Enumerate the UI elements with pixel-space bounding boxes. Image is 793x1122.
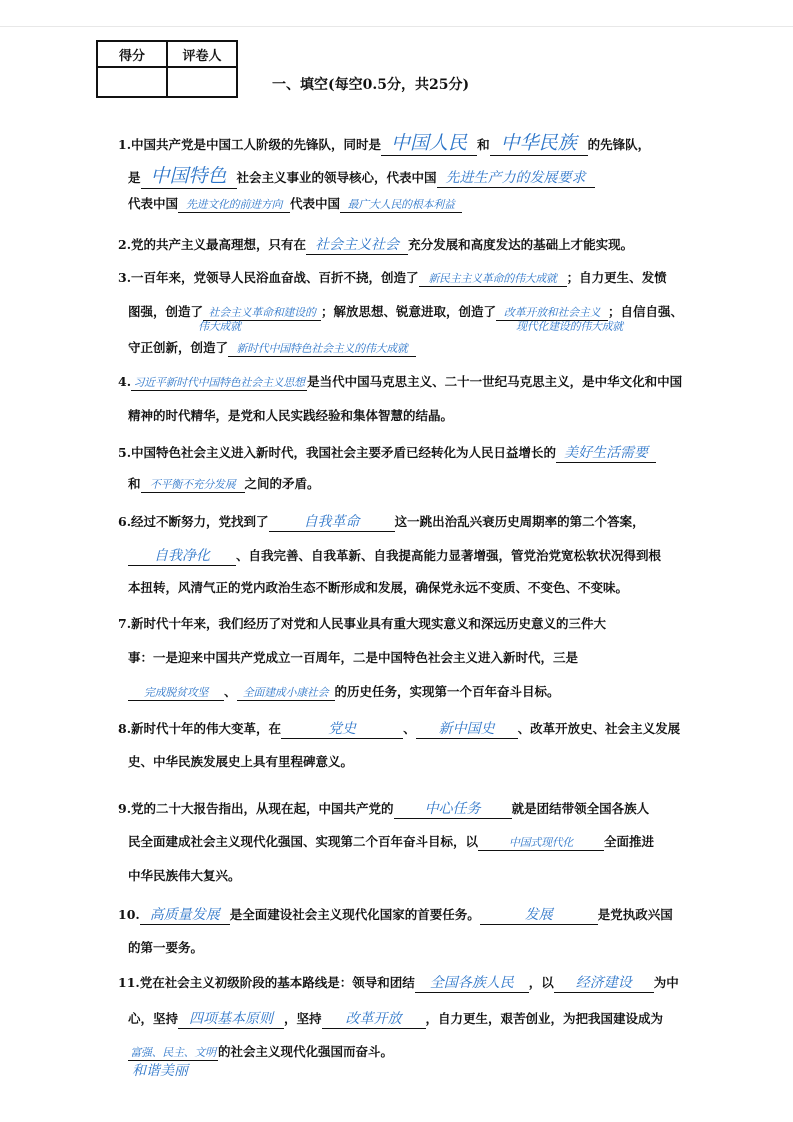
q3-text-d: ；解放思想、锐意进取，创造了	[321, 304, 497, 319]
q4-answer-1[interactable]: 习近平新时代中国特色社会主义思想	[131, 374, 307, 391]
q11-text-g: 的社会主义现代化强国而奋斗。	[218, 1044, 394, 1059]
q11-answer-2[interactable]: 经济建设	[554, 972, 654, 993]
q11-line1	[118, 972, 679, 993]
q9-text-d: 全面推进	[604, 834, 655, 849]
q11-answer-4[interactable]: 改革开放	[322, 1008, 426, 1029]
q4-line1	[118, 372, 682, 391]
score-cell	[97, 67, 167, 97]
q6-text-a: 6.经过不断努力，党找到了	[118, 514, 269, 529]
q10-line2	[128, 938, 203, 956]
q1-answer-5[interactable]: 先进文化的前进方向	[178, 196, 290, 213]
q10-line1	[118, 904, 673, 925]
q8-text-a: 8.新时代十年的伟大变革，在	[118, 721, 282, 736]
q10-answer-1[interactable]: 高质量发展	[140, 904, 230, 925]
q11-answer-1[interactable]: 全国各族人民	[415, 972, 529, 993]
grader-cell	[167, 67, 237, 97]
grader-header: 评卷人	[167, 41, 237, 67]
q4-number: 4.	[118, 374, 132, 389]
q8-answer-2[interactable]: 新中国史	[416, 718, 518, 739]
q2-text-b: 充分发展和高度发达的基础上才能实现。	[408, 237, 634, 252]
q9-line2	[128, 832, 654, 851]
q11-answer-5-cont[interactable]: 和谐美丽	[132, 1063, 188, 1079]
q4-text-b: 精神的时代精华，是党和人民实践经验和集体智慧的结晶。	[128, 408, 454, 423]
q1-text-b: 和	[477, 137, 490, 152]
q5-text-b: 和	[128, 476, 141, 491]
q7-answer-2[interactable]: 全面建成小康社会	[237, 684, 335, 701]
q7-line2	[128, 648, 578, 666]
q3-line3	[128, 338, 416, 357]
q7-text-a: 7.新时代十年来，我们经历了对党和人民事业具有重大现实意义和深远历史意义的三件大	[118, 616, 607, 631]
q9-text-b: 就是团结带领全国各族人	[511, 801, 650, 816]
q7-line1	[118, 614, 606, 632]
q4-line2	[128, 406, 453, 424]
q6-answer-2[interactable]: 自我净化	[128, 545, 236, 566]
q10-number: 10.	[118, 907, 140, 922]
q7-text-d: 的历史任务，实现第一个百年奋斗目标。	[334, 684, 560, 699]
q1-text-a: 1.中国共产党是中国工人阶级的先锋队，同时是	[118, 137, 382, 152]
q10-text-d: 的第一要务。	[128, 940, 204, 955]
q11-line3	[128, 1042, 393, 1061]
q2-text-a: 2.党的共产主义最高理想，只有在	[118, 237, 307, 252]
q7-answer-1[interactable]: 完成脱贫攻坚	[128, 684, 224, 701]
q1-line2	[128, 161, 595, 189]
q5-text-c: 之间的矛盾。	[244, 476, 320, 491]
q9-answer-2[interactable]: 中国式现代化	[478, 834, 604, 851]
q7-text-b: 事：一是迎来中国共产党成立一百周年，二是中国特色社会主义进入新时代，三是	[128, 650, 579, 665]
q1-line3	[128, 194, 462, 213]
q9-line1	[118, 798, 649, 819]
q5-line1	[118, 442, 656, 463]
q3-answer-3[interactable]: 改革开放和社会主义	[496, 304, 608, 321]
q11-text-d: 心，坚持	[128, 1011, 179, 1026]
q1-text-c: 的先锋队，	[587, 137, 651, 152]
q9-text-a: 9.党的二十大报告指出，从现在起，中国共产党的	[118, 801, 394, 816]
q3-text-f: 守正创新，创造了	[128, 340, 229, 355]
q11-text-c: 为中	[653, 975, 679, 990]
q8-text-b: 、	[403, 721, 416, 736]
q11-text-a: 11.党在社会主义初级阶段的基本路线是：领导和团结	[118, 975, 415, 990]
q5-text-a: 5.中国特色社会主义进入新时代，我国社会主要矛盾已经转化为人民日益增长的	[118, 445, 557, 460]
q1-answer-1[interactable]: 中国人民	[381, 128, 477, 156]
q8-answer-1[interactable]: 党史	[281, 718, 403, 739]
q6-line2	[128, 545, 661, 566]
q1-answer-4[interactable]: 先进生产力的发展要求	[437, 167, 595, 188]
q1-text-g: 代表中国	[290, 196, 341, 211]
q3-answer-3-cont[interactable]: 现代化建设的伟大成就	[516, 320, 623, 333]
q11-text-b: ，以	[528, 975, 554, 990]
q3-answer-1[interactable]: 新民主主义革命的伟大成就	[419, 270, 567, 287]
q3-answer-2-cont[interactable]: 伟大成就	[198, 320, 241, 333]
q6-answer-1[interactable]: 自我革命	[269, 511, 395, 532]
q11-line2	[128, 1008, 663, 1029]
q3-line1	[118, 268, 667, 287]
q1-text-f: 代表中国	[128, 196, 179, 211]
q1-answer-6[interactable]: 最广大人民的根本利益	[340, 196, 462, 213]
q8-line1	[118, 718, 680, 739]
q3-text-b: ；自力更生、发愤	[566, 270, 667, 285]
q3-answer-4[interactable]: 新时代中国特色社会主义的伟大成就	[228, 340, 416, 357]
q8-line2	[128, 752, 353, 770]
q4-text-a: 是当代中国马克思主义、二十一世纪马克思主义，是中华文化和中国	[307, 374, 683, 389]
q3-answer-2[interactable]: 社会主义革命和建设的	[203, 304, 321, 321]
q9-line3	[128, 866, 241, 884]
q5-answer-2[interactable]: 不平衡不充分发展	[141, 476, 245, 493]
q6-text-c: 、自我完善、自我革新、自我提高能力显著增强，管党治党宽松软状况得到根	[236, 548, 662, 563]
score-header: 得分	[97, 41, 167, 67]
q1-answer-2[interactable]: 中华民族	[490, 128, 588, 156]
q9-answer-1[interactable]: 中心任务	[394, 798, 512, 819]
section-title: 一、填空(每空0.5分，共25分)	[272, 77, 470, 93]
q11-text-e: ，坚持	[284, 1011, 322, 1026]
score-table	[96, 40, 238, 98]
q7-line3	[128, 682, 560, 701]
q2-answer-1[interactable]: 社会主义社会	[306, 234, 408, 255]
q5-line2	[128, 474, 320, 493]
q6-text-d: 本扭转，风清气正的党内政治生态不断形成和发展，确保党永远不变质、不变色、不变味。	[128, 580, 629, 595]
q1-text-d: 是	[128, 170, 141, 185]
q6-line1	[118, 511, 645, 532]
q3-text-e: ；自信自强、	[608, 304, 684, 319]
q5-answer-1[interactable]: 美好生活需要	[556, 442, 656, 463]
q7-text-c: 、	[224, 684, 237, 699]
q1-line1	[118, 128, 650, 156]
q1-text-e: 社会主义事业的领导核心，代表中国	[236, 170, 437, 185]
q10-answer-2[interactable]: 发展	[480, 904, 598, 925]
q10-text-c: 是党执政兴国	[597, 907, 673, 922]
q1-answer-3[interactable]: 中国特色	[141, 161, 237, 189]
q10-text-b: 是全面建设社会主义现代化国家的首要任务。	[229, 907, 480, 922]
q11-answer-5[interactable]: 富强、民主、文明	[128, 1044, 218, 1061]
page-top-border	[0, 26, 793, 27]
q11-answer-3[interactable]: 四项基本原则	[178, 1008, 284, 1029]
q3-text-a: 3.一百年来，党领导人民浴血奋战、百折不挠，创造了	[118, 270, 419, 285]
q2-line1	[118, 234, 633, 255]
q8-text-d: 史、中华民族发展史上具有里程碑意义。	[128, 754, 354, 769]
q11-text-f: ，自力更生，艰苦创业，为把我国建设成为	[425, 1011, 664, 1026]
q6-line3	[128, 578, 628, 596]
q6-text-b: 这一跳出治乱兴衰历史周期率的第二个答案，	[394, 514, 645, 529]
q3-text-c: 图强，创造了	[128, 304, 204, 319]
q8-text-c: 、改革开放史、社会主义发展	[517, 721, 681, 736]
q9-text-c: 民全面建成社会主义现代化强国、实现第二个百年奋斗目标，以	[128, 834, 479, 849]
q9-text-e: 中华民族伟大复兴。	[128, 868, 241, 883]
